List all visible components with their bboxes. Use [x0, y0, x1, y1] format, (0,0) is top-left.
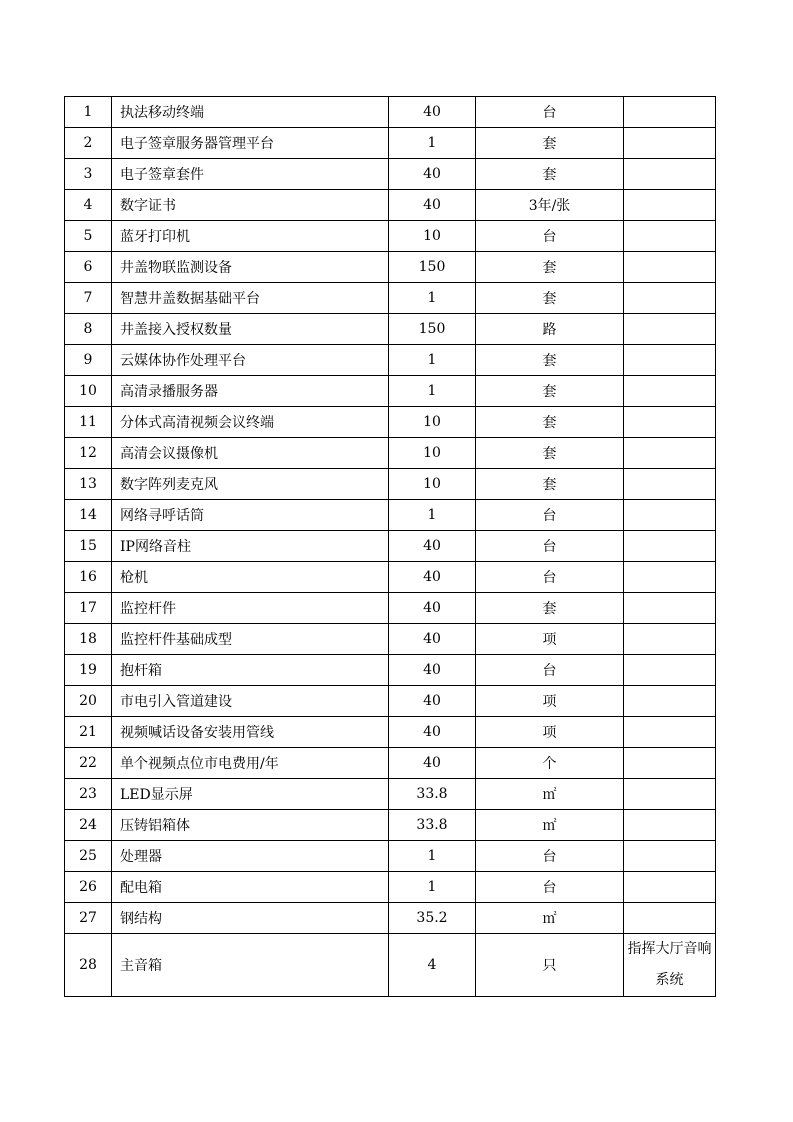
item-name-cell: 云媒体协作处理平台 [112, 345, 389, 376]
unit-cell: 套 [476, 252, 624, 283]
item-name-cell: 抱杆箱 [112, 655, 389, 686]
quantity-cell: 10 [389, 221, 476, 252]
row-number-cell: 13 [65, 469, 112, 500]
table-row [65, 438, 716, 469]
unit-cell: 套 [476, 283, 624, 314]
unit-cell: 台 [476, 97, 624, 128]
unit-cell: 个 [476, 748, 624, 779]
row-number-cell: 27 [65, 903, 112, 934]
unit-cell: ㎡ [476, 779, 624, 810]
quantity-cell: 33.8 [389, 810, 476, 841]
table-row [65, 934, 716, 997]
table-row [65, 159, 716, 190]
row-number-cell: 20 [65, 686, 112, 717]
remark-cell [624, 407, 716, 438]
remark-cell [624, 221, 716, 252]
unit-cell: 台 [476, 841, 624, 872]
item-name-cell: 电子签章服务器管理平台 [112, 128, 389, 159]
remark-cell [624, 531, 716, 562]
unit-cell: 3年/张 [476, 190, 624, 221]
row-number-cell: 1 [65, 97, 112, 128]
remark-cell [624, 717, 716, 748]
item-name-cell: 监控杆件基础成型 [112, 624, 389, 655]
item-name-cell: 配电箱 [112, 872, 389, 903]
table-row [65, 97, 716, 128]
unit-cell: 台 [476, 531, 624, 562]
item-name-cell: 数字证书 [112, 190, 389, 221]
table-row [65, 128, 716, 159]
table-row [65, 190, 716, 221]
table-row [65, 376, 716, 407]
table-row [65, 531, 716, 562]
item-name-cell: 压铸铝箱体 [112, 810, 389, 841]
remark-cell [624, 748, 716, 779]
row-number-cell: 9 [65, 345, 112, 376]
remark-cell [624, 779, 716, 810]
unit-cell: 台 [476, 500, 624, 531]
unit-cell: 套 [476, 593, 624, 624]
item-name-cell: 高清录播服务器 [112, 376, 389, 407]
unit-cell: 套 [476, 469, 624, 500]
item-name-cell: 网络寻呼话筒 [112, 500, 389, 531]
quantity-cell: 40 [389, 159, 476, 190]
unit-cell: 只 [476, 934, 624, 997]
table-row [65, 500, 716, 531]
item-name-cell: LED显示屏 [112, 779, 389, 810]
item-name-cell: 监控杆件 [112, 593, 389, 624]
row-number-cell: 16 [65, 562, 112, 593]
table-row [65, 593, 716, 624]
equipment-table [64, 96, 716, 997]
quantity-cell: 40 [389, 531, 476, 562]
item-name-cell: 高清会议摄像机 [112, 438, 389, 469]
unit-cell: 套 [476, 159, 624, 190]
remark-cell [624, 438, 716, 469]
remark-cell [624, 903, 716, 934]
quantity-cell: 1 [389, 500, 476, 531]
unit-cell: 台 [476, 872, 624, 903]
quantity-cell: 150 [389, 314, 476, 345]
remark-cell [624, 686, 716, 717]
table-row [65, 903, 716, 934]
quantity-cell: 40 [389, 562, 476, 593]
remark-cell: 指挥大厅音响系统 [624, 934, 716, 997]
remark-cell [624, 469, 716, 500]
table-row [65, 252, 716, 283]
quantity-cell: 10 [389, 407, 476, 438]
unit-cell: 套 [476, 376, 624, 407]
table-row [65, 345, 716, 376]
table-row [65, 810, 716, 841]
row-number-cell: 7 [65, 283, 112, 314]
item-name-cell: IP网络音柱 [112, 531, 389, 562]
table-row [65, 221, 716, 252]
item-name-cell: 视频喊话设备安装用管线 [112, 717, 389, 748]
row-number-cell: 18 [65, 624, 112, 655]
quantity-cell: 1 [389, 283, 476, 314]
remark-cell [624, 500, 716, 531]
item-name-cell: 处理器 [112, 841, 389, 872]
unit-cell: 套 [476, 128, 624, 159]
unit-cell: 台 [476, 562, 624, 593]
table-row [65, 314, 716, 345]
table-row [65, 469, 716, 500]
quantity-cell: 35.2 [389, 903, 476, 934]
quantity-cell: 4 [389, 934, 476, 997]
item-name-cell: 钢结构 [112, 903, 389, 934]
row-number-cell: 25 [65, 841, 112, 872]
item-name-cell: 蓝牙打印机 [112, 221, 389, 252]
row-number-cell: 11 [65, 407, 112, 438]
unit-cell: 台 [476, 655, 624, 686]
remark-cell [624, 872, 716, 903]
item-name-cell: 主音箱 [112, 934, 389, 997]
unit-cell: ㎡ [476, 810, 624, 841]
remark-cell [624, 841, 716, 872]
quantity-cell: 33.8 [389, 779, 476, 810]
item-name-cell: 枪机 [112, 562, 389, 593]
table-row [65, 407, 716, 438]
row-number-cell: 26 [65, 872, 112, 903]
unit-cell: 项 [476, 686, 624, 717]
remark-cell [624, 128, 716, 159]
row-number-cell: 22 [65, 748, 112, 779]
remark-cell [624, 159, 716, 190]
table-row [65, 779, 716, 810]
quantity-cell: 40 [389, 655, 476, 686]
item-name-cell: 执法移动终端 [112, 97, 389, 128]
remark-cell [624, 810, 716, 841]
remark-cell [624, 593, 716, 624]
unit-cell: 路 [476, 314, 624, 345]
row-number-cell: 14 [65, 500, 112, 531]
row-number-cell: 3 [65, 159, 112, 190]
remark-cell [624, 283, 716, 314]
remark-cell [624, 97, 716, 128]
table-row [65, 283, 716, 314]
unit-cell: ㎡ [476, 903, 624, 934]
item-name-cell: 智慧井盖数据基础平台 [112, 283, 389, 314]
row-number-cell: 6 [65, 252, 112, 283]
item-name-cell: 井盖物联监测设备 [112, 252, 389, 283]
quantity-cell: 40 [389, 593, 476, 624]
table-row [65, 748, 716, 779]
unit-cell: 套 [476, 438, 624, 469]
table-row [65, 872, 716, 903]
quantity-cell: 1 [389, 872, 476, 903]
row-number-cell: 15 [65, 531, 112, 562]
quantity-cell: 40 [389, 97, 476, 128]
unit-cell: 套 [476, 407, 624, 438]
table-row [65, 686, 716, 717]
item-name-cell: 分体式高清视频会议终端 [112, 407, 389, 438]
row-number-cell: 21 [65, 717, 112, 748]
row-number-cell: 17 [65, 593, 112, 624]
quantity-cell: 40 [389, 686, 476, 717]
table-row [65, 841, 716, 872]
quantity-cell: 1 [389, 128, 476, 159]
item-name-cell: 井盖接入授权数量 [112, 314, 389, 345]
remark-cell [624, 655, 716, 686]
remark-cell [624, 624, 716, 655]
table-row [65, 717, 716, 748]
row-number-cell: 12 [65, 438, 112, 469]
unit-cell: 项 [476, 717, 624, 748]
quantity-cell: 150 [389, 252, 476, 283]
remark-cell [624, 345, 716, 376]
item-name-cell: 电子签章套件 [112, 159, 389, 190]
row-number-cell: 5 [65, 221, 112, 252]
quantity-cell: 40 [389, 190, 476, 221]
row-number-cell: 23 [65, 779, 112, 810]
table-row [65, 562, 716, 593]
row-number-cell: 28 [65, 934, 112, 997]
row-number-cell: 4 [65, 190, 112, 221]
item-name-cell: 市电引入管道建设 [112, 686, 389, 717]
quantity-cell: 1 [389, 376, 476, 407]
quantity-cell: 40 [389, 624, 476, 655]
item-name-cell: 数字阵列麦克风 [112, 469, 389, 500]
remark-cell [624, 190, 716, 221]
row-number-cell: 8 [65, 314, 112, 345]
row-number-cell: 19 [65, 655, 112, 686]
quantity-cell: 40 [389, 717, 476, 748]
equipment-table-body [65, 97, 716, 997]
table-row [65, 655, 716, 686]
remark-cell [624, 252, 716, 283]
remark-cell [624, 376, 716, 407]
remark-cell [624, 562, 716, 593]
quantity-cell: 1 [389, 841, 476, 872]
item-name-cell: 单个视频点位市电费用/年 [112, 748, 389, 779]
row-number-cell: 24 [65, 810, 112, 841]
row-number-cell: 10 [65, 376, 112, 407]
quantity-cell: 1 [389, 345, 476, 376]
remark-cell [624, 314, 716, 345]
unit-cell: 项 [476, 624, 624, 655]
unit-cell: 台 [476, 221, 624, 252]
unit-cell: 套 [476, 345, 624, 376]
quantity-cell: 10 [389, 469, 476, 500]
table-row [65, 624, 716, 655]
quantity-cell: 10 [389, 438, 476, 469]
row-number-cell: 2 [65, 128, 112, 159]
quantity-cell: 40 [389, 748, 476, 779]
